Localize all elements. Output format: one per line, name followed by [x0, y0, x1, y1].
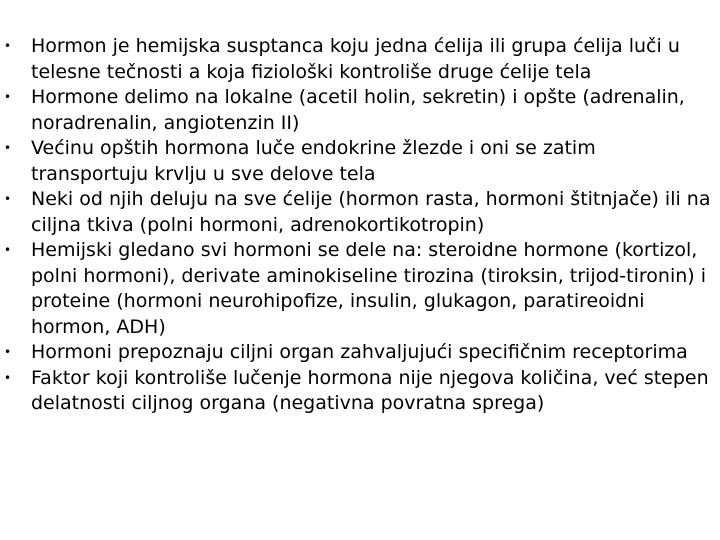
- bullet-text: Hormon je hemijska susptanca koju jedna ćelija ili grupa ćelija luči u telesne tečnosti a koja fiziološki kontroliše druge ćelije tela: [31, 35, 680, 83]
- bullet-text: Hormone delimo na lokalne (acetil holin, sekretin) i opšte (adrenalin, noradrenalin, angiotenzin II): [31, 86, 685, 134]
- bullet-dot-icon: •: [4, 243, 12, 257]
- bullet-item: [0, 34, 712, 85]
- bullet-dot-icon: •: [4, 141, 12, 155]
- bullet-item: [0, 340, 712, 366]
- bullet-text: Hemijski gledano svi hormoni se dele na: steroidne hormone (kortizol, polni hormoni), derivate aminokiseline tirozina (tiroksin, trijod-tironin) i proteine (hormoni neurohipofize, insulin, glukagon, paratireoidni hormon, ADH): [31, 239, 707, 338]
- bullet-item: [0, 238, 712, 340]
- bullet-item: [0, 136, 712, 187]
- bullet-dot-icon: •: [4, 345, 12, 359]
- bullet-text: Neki od njih deluju na sve ćelije (hormon rasta, hormoni štitnjače) ili na ciljna tkiva (polni hormoni, adrenokortikotropin): [31, 188, 711, 236]
- bullet-list: [0, 34, 712, 417]
- bullet-item: [0, 366, 712, 417]
- bullet-dot-icon: •: [4, 370, 12, 385]
- bullet-dot-icon: •: [4, 39, 12, 53]
- bullet-text: Većinu opštih hormona luče endokrine žlezde i oni se zatim transportuju krvlju u sve delove tela: [31, 137, 596, 185]
- bullet-item: [0, 85, 712, 136]
- bullet-dot-icon: •: [4, 192, 12, 206]
- bullet-item: [0, 187, 712, 238]
- bullet-text: Faktor koji kontroliše lučenje hormona nije njegova količina, već stepen delatnosti ciljnog organa (negativna povratna sprega): [31, 366, 709, 414]
- bullet-text: Hormoni prepoznaju ciljni organ zahvaljujući specifičnim receptorima: [31, 341, 688, 363]
- bullet-dot-icon: •: [4, 90, 12, 104]
